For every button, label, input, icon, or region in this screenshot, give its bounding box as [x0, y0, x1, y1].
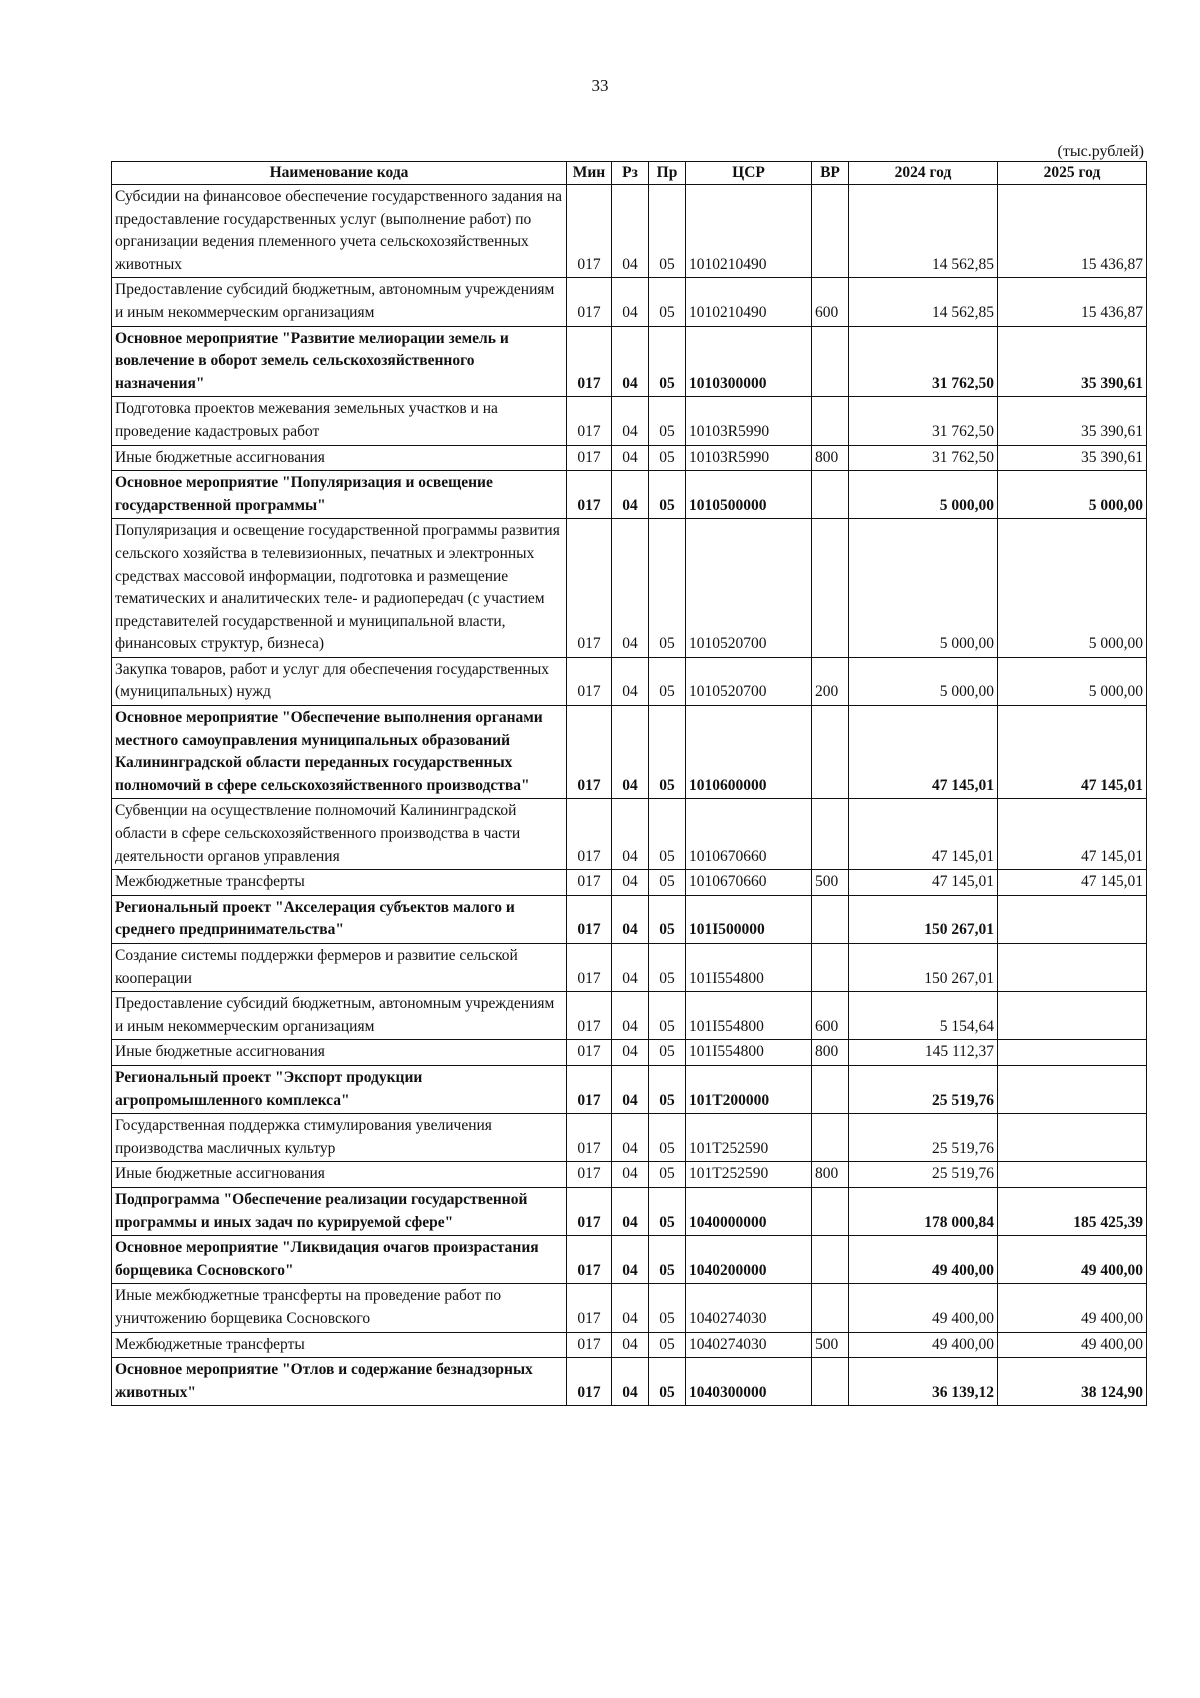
table-row	[112, 185, 1147, 278]
table-row	[112, 397, 1147, 445]
budget-table	[111, 161, 1147, 1406]
table-row	[112, 1187, 1147, 1235]
cell-2025	[998, 992, 1147, 1040]
cell-2025: 5 000,00	[998, 471, 1147, 519]
cell-csr: 1010210490	[686, 185, 812, 278]
cell-pr: 05	[649, 1162, 686, 1188]
table-row	[112, 799, 1147, 870]
table-header-row	[112, 162, 1147, 185]
header-rz: Рз	[612, 162, 649, 185]
cell-name: Региональный проект "Экспорт продукции агропромышленного комплекса"	[112, 1065, 567, 1113]
cell-csr: 101T200000	[686, 1065, 812, 1113]
cell-2024: 150 267,01	[849, 944, 998, 992]
cell-vr: 800	[812, 445, 849, 471]
cell-vr	[812, 1236, 849, 1284]
cell-2024: 25 519,76	[849, 1114, 998, 1162]
cell-min: 017	[567, 657, 612, 705]
table-row	[112, 1236, 1147, 1284]
cell-name: Создание системы поддержки фермеров и развитие сельской кооперации	[112, 944, 567, 992]
cell-vr	[812, 471, 849, 519]
cell-vr: 500	[812, 870, 849, 896]
cell-vr	[812, 1114, 849, 1162]
cell-rz: 04	[612, 1332, 649, 1358]
cell-vr	[812, 706, 849, 799]
table-row	[112, 1065, 1147, 1113]
cell-rz: 04	[612, 519, 649, 658]
cell-vr: 800	[812, 1040, 849, 1066]
cell-rz: 04	[612, 1065, 649, 1113]
cell-2025: 5 000,00	[998, 657, 1147, 705]
cell-csr: 10103R5990	[686, 445, 812, 471]
cell-2025: 35 390,61	[998, 326, 1147, 397]
cell-vr	[812, 944, 849, 992]
cell-csr: 101I554800	[686, 1040, 812, 1066]
cell-vr	[812, 397, 849, 445]
cell-min: 017	[567, 1162, 612, 1188]
cell-2025	[998, 895, 1147, 943]
cell-name: Закупка товаров, работ и услуг для обеспечения государственных (муниципальных) нужд	[112, 657, 567, 705]
cell-pr: 05	[649, 944, 686, 992]
table-row	[112, 1114, 1147, 1162]
cell-2025	[998, 1040, 1147, 1066]
cell-vr: 600	[812, 278, 849, 326]
cell-csr: 101I554800	[686, 992, 812, 1040]
cell-pr: 05	[649, 1114, 686, 1162]
cell-name: Основное мероприятие "Отлов и содержание безнадзорных животных"	[112, 1358, 567, 1406]
cell-2025	[998, 1162, 1147, 1188]
cell-rz: 04	[612, 870, 649, 896]
cell-csr: 101T252590	[686, 1114, 812, 1162]
cell-2024: 31 762,50	[849, 397, 998, 445]
cell-name: Популяризация и освещение государственной программы развития сельского хозяйства в телевизионных, печатных и электронных средствах массовой информации, подготовка и размещение тематических и аналитических теле- и радиопередач (с участием представителей государственной и муниципальной власти, финансовых структур, бизнеса)	[112, 519, 567, 658]
header-name: Наименование кода	[112, 162, 567, 185]
header-2024: 2024 год	[849, 162, 998, 185]
cell-csr: 1010520700	[686, 519, 812, 658]
cell-2024: 25 519,76	[849, 1065, 998, 1113]
cell-vr	[812, 1358, 849, 1406]
cell-name: Иные межбюджетные трансферты на проведение работ по уничтожению борщевика Сосновского	[112, 1284, 567, 1332]
cell-name: Подпрограмма "Обеспечение реализации государственной программы и иных задач по курируемой сфере"	[112, 1187, 567, 1235]
cell-name: Основное мероприятие "Развитие мелиорации земель и вовлечение в оборот земель сельскохозяйственного назначения"	[112, 326, 567, 397]
cell-csr: 1010300000	[686, 326, 812, 397]
cell-vr	[812, 519, 849, 658]
cell-2024: 178 000,84	[849, 1187, 998, 1235]
cell-vr: 200	[812, 657, 849, 705]
cell-min: 017	[567, 278, 612, 326]
cell-csr: 101T252590	[686, 1162, 812, 1188]
cell-rz: 04	[612, 1358, 649, 1406]
cell-vr	[812, 1065, 849, 1113]
cell-min: 017	[567, 519, 612, 658]
table-row	[112, 326, 1147, 397]
cell-csr: 1010600000	[686, 706, 812, 799]
cell-min: 017	[567, 706, 612, 799]
cell-csr: 1010670660	[686, 799, 812, 870]
cell-rz: 04	[612, 799, 649, 870]
cell-csr: 1040274030	[686, 1284, 812, 1332]
cell-rz: 04	[612, 895, 649, 943]
table-row	[112, 1162, 1147, 1188]
table-row	[112, 445, 1147, 471]
table-row	[112, 471, 1147, 519]
cell-2024: 36 139,12	[849, 1358, 998, 1406]
cell-min: 017	[567, 1236, 612, 1284]
cell-pr: 05	[649, 992, 686, 1040]
cell-min: 017	[567, 1040, 612, 1066]
cell-name: Межбюджетные трансферты	[112, 870, 567, 896]
cell-min: 017	[567, 895, 612, 943]
cell-name: Предоставление субсидий бюджетным, автономным учреждениям и иным некоммерческим организациям	[112, 992, 567, 1040]
cell-rz: 04	[612, 445, 649, 471]
cell-2025: 47 145,01	[998, 799, 1147, 870]
cell-rz: 04	[612, 278, 649, 326]
cell-rz: 04	[612, 471, 649, 519]
cell-pr: 05	[649, 1236, 686, 1284]
cell-rz: 04	[612, 657, 649, 705]
cell-name: Субвенции на осуществление полномочий Калининградской области в сфере сельскохозяйственного производства в части деятельности органов управления	[112, 799, 567, 870]
cell-csr: 1010500000	[686, 471, 812, 519]
cell-name: Основное мероприятие "Популяризация и освещение государственной программы"	[112, 471, 567, 519]
cell-2024: 49 400,00	[849, 1284, 998, 1332]
cell-rz: 04	[612, 706, 649, 799]
cell-csr: 101I500000	[686, 895, 812, 943]
cell-vr	[812, 326, 849, 397]
cell-vr	[812, 1284, 849, 1332]
cell-2024: 31 762,50	[849, 445, 998, 471]
cell-2024: 49 400,00	[849, 1332, 998, 1358]
cell-name: Подготовка проектов межевания земельных участков и на проведение кадастровых работ	[112, 397, 567, 445]
cell-2025: 185 425,39	[998, 1187, 1147, 1235]
cell-rz: 04	[612, 326, 649, 397]
cell-pr: 05	[649, 1358, 686, 1406]
cell-min: 017	[567, 1284, 612, 1332]
cell-2024: 31 762,50	[849, 326, 998, 397]
cell-pr: 05	[649, 397, 686, 445]
cell-2025: 35 390,61	[998, 445, 1147, 471]
cell-csr: 1040300000	[686, 1358, 812, 1406]
cell-2024: 5 000,00	[849, 519, 998, 658]
cell-2024: 49 400,00	[849, 1236, 998, 1284]
cell-name: Основное мероприятие "Ликвидация очагов произрастания борщевика Сосновского"	[112, 1236, 567, 1284]
cell-pr: 05	[649, 1040, 686, 1066]
cell-min: 017	[567, 1358, 612, 1406]
cell-vr: 800	[812, 1162, 849, 1188]
cell-csr: 1010210490	[686, 278, 812, 326]
cell-rz: 04	[612, 185, 649, 278]
cell-min: 017	[567, 944, 612, 992]
table-row	[112, 1040, 1147, 1066]
cell-name: Основное мероприятие "Обеспечение выполнения органами местного самоуправления муниципальных образований Калининградской области переданных государственных полномочий в сфере сельскохозяйственного производства"	[112, 706, 567, 799]
cell-2025	[998, 1114, 1147, 1162]
table-row	[112, 895, 1147, 943]
cell-rz: 04	[612, 1040, 649, 1066]
cell-min: 017	[567, 1114, 612, 1162]
table-body	[112, 185, 1147, 1406]
table-row	[112, 992, 1147, 1040]
cell-2025: 49 400,00	[998, 1236, 1147, 1284]
cell-min: 017	[567, 1065, 612, 1113]
cell-min: 017	[567, 445, 612, 471]
table-row	[112, 706, 1147, 799]
cell-pr: 05	[649, 445, 686, 471]
cell-csr: 10103R5990	[686, 397, 812, 445]
cell-name: Иные бюджетные ассигнования	[112, 1040, 567, 1066]
cell-pr: 05	[649, 1332, 686, 1358]
cell-vr: 600	[812, 992, 849, 1040]
cell-pr: 05	[649, 657, 686, 705]
cell-min: 017	[567, 326, 612, 397]
cell-min: 017	[567, 992, 612, 1040]
header-csr: ЦСР	[686, 162, 812, 185]
cell-2024: 145 112,37	[849, 1040, 998, 1066]
cell-rz: 04	[612, 1284, 649, 1332]
cell-2024: 47 145,01	[849, 706, 998, 799]
cell-min: 017	[567, 870, 612, 896]
cell-csr: 1010520700	[686, 657, 812, 705]
cell-name: Межбюджетные трансферты	[112, 1332, 567, 1358]
cell-2024: 5 000,00	[849, 657, 998, 705]
cell-vr: 500	[812, 1332, 849, 1358]
header-pr: Пр	[649, 162, 686, 185]
cell-csr: 1040000000	[686, 1187, 812, 1235]
cell-pr: 05	[649, 895, 686, 943]
cell-2025: 49 400,00	[998, 1332, 1147, 1358]
cell-pr: 05	[649, 870, 686, 896]
table-row	[112, 1358, 1147, 1406]
cell-2024: 150 267,01	[849, 895, 998, 943]
cell-pr: 05	[649, 278, 686, 326]
cell-rz: 04	[612, 1236, 649, 1284]
units-label: (тыс.рублей)	[1057, 143, 1144, 160]
table-row	[112, 657, 1147, 705]
cell-vr	[812, 895, 849, 943]
cell-name: Субсидии на финансовое обеспечение государственного задания на предоставление государственных услуг (выполнение работ) по организации ведения племенного учета сельскохозяйственных животных	[112, 185, 567, 278]
cell-2025	[998, 1065, 1147, 1113]
table-row	[112, 278, 1147, 326]
cell-rz: 04	[612, 1187, 649, 1235]
cell-min: 017	[567, 471, 612, 519]
cell-2024: 14 562,85	[849, 278, 998, 326]
cell-pr: 05	[649, 706, 686, 799]
cell-2024: 5 000,00	[849, 471, 998, 519]
cell-2025: 49 400,00	[998, 1284, 1147, 1332]
table-row	[112, 870, 1147, 896]
header-min: Мин	[567, 162, 612, 185]
cell-name: Государственная поддержка стимулирования увеличения производства масличных культур	[112, 1114, 567, 1162]
cell-pr: 05	[649, 1187, 686, 1235]
cell-csr: 1040200000	[686, 1236, 812, 1284]
cell-pr: 05	[649, 185, 686, 278]
cell-min: 017	[567, 1332, 612, 1358]
cell-2025: 38 124,90	[998, 1358, 1147, 1406]
cell-vr	[812, 799, 849, 870]
cell-vr	[812, 185, 849, 278]
cell-2025	[998, 944, 1147, 992]
cell-name: Региональный проект "Акселерация субъектов малого и среднего предпринимательства"	[112, 895, 567, 943]
cell-pr: 05	[649, 1284, 686, 1332]
cell-name: Предоставление субсидий бюджетным, автономным учреждениям и иным некоммерческим организациям	[112, 278, 567, 326]
cell-name: Иные бюджетные ассигнования	[112, 445, 567, 471]
cell-2024: 14 562,85	[849, 185, 998, 278]
cell-rz: 04	[612, 944, 649, 992]
cell-2025: 47 145,01	[998, 870, 1147, 896]
cell-2024: 5 154,64	[849, 992, 998, 1040]
cell-2025: 15 436,87	[998, 185, 1147, 278]
cell-pr: 05	[649, 1065, 686, 1113]
cell-csr: 101I554800	[686, 944, 812, 992]
cell-rz: 04	[612, 992, 649, 1040]
page-number: 33	[591, 76, 609, 95]
table-row	[112, 944, 1147, 992]
cell-pr: 05	[649, 326, 686, 397]
cell-rz: 04	[612, 1114, 649, 1162]
cell-pr: 05	[649, 471, 686, 519]
cell-pr: 05	[649, 799, 686, 870]
cell-2024: 25 519,76	[849, 1162, 998, 1188]
cell-csr: 1010670660	[686, 870, 812, 896]
cell-rz: 04	[612, 397, 649, 445]
cell-2024: 47 145,01	[849, 870, 998, 896]
cell-min: 017	[567, 1187, 612, 1235]
cell-min: 017	[567, 185, 612, 278]
cell-vr	[812, 1187, 849, 1235]
header-vr: ВР	[812, 162, 849, 185]
cell-2025: 35 390,61	[998, 397, 1147, 445]
cell-2025: 47 145,01	[998, 706, 1147, 799]
cell-pr: 05	[649, 519, 686, 658]
table-row	[112, 1332, 1147, 1358]
header-2025: 2025 год	[998, 162, 1147, 185]
cell-min: 017	[567, 799, 612, 870]
cell-2025: 15 436,87	[998, 278, 1147, 326]
cell-rz: 04	[612, 1162, 649, 1188]
table-row	[112, 519, 1147, 658]
table-row	[112, 1284, 1147, 1332]
cell-min: 017	[567, 397, 612, 445]
cell-2025: 5 000,00	[998, 519, 1147, 658]
cell-2024: 47 145,01	[849, 799, 998, 870]
cell-name: Иные бюджетные ассигнования	[112, 1162, 567, 1188]
cell-csr: 1040274030	[686, 1332, 812, 1358]
